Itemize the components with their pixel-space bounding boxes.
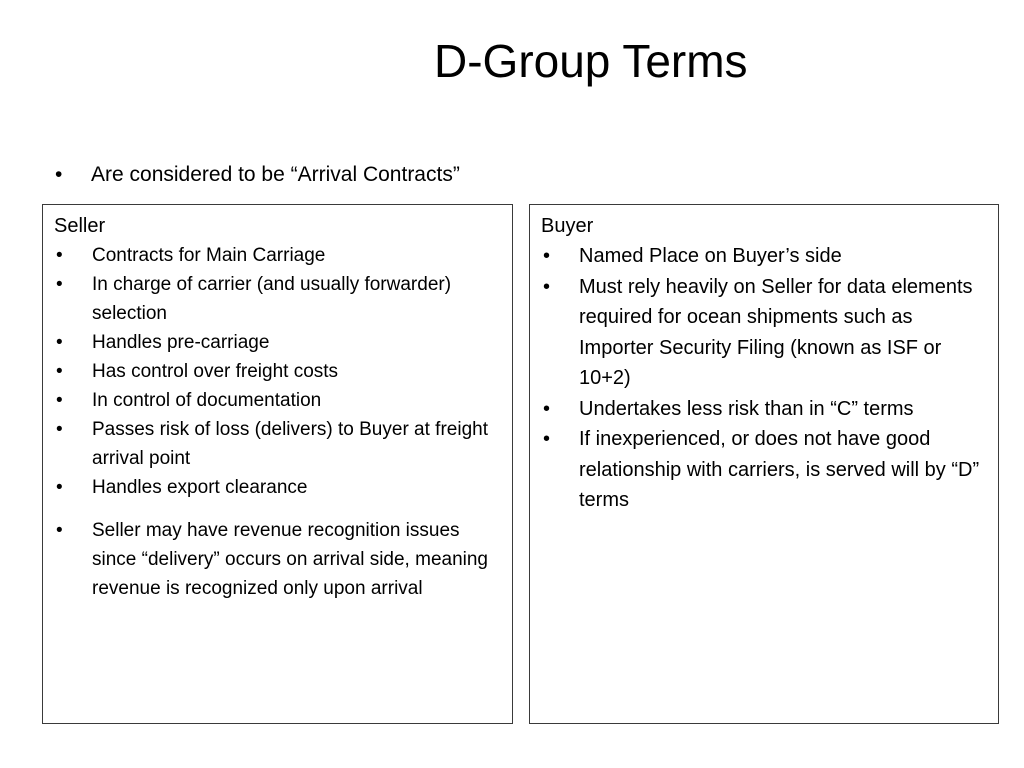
buyer-box <box>529 204 999 724</box>
bullet-icon: • <box>55 163 63 186</box>
intro-bullet-text: Are considered to be “Arrival Contracts” <box>91 163 460 186</box>
list-item: • Handles export clearance <box>54 473 502 502</box>
slide-title: D-Group Terms <box>434 35 748 87</box>
list-item: • Undertakes less risk than in “C” terms <box>541 394 988 425</box>
slide-title-area <box>0 30 1024 94</box>
seller-heading: Seller <box>54 215 106 237</box>
bullet-icon: • <box>56 520 63 541</box>
bullet-icon: • <box>56 477 63 498</box>
list-item: • If inexperienced, or does not have good relationship with carriers, is served will by “D” terms <box>541 424 988 516</box>
seller-list <box>54 241 502 603</box>
list-item: • In control of documentation <box>54 386 502 415</box>
seller-box <box>42 204 513 724</box>
bullet-icon: • <box>56 419 63 440</box>
bullet-icon: • <box>543 275 551 298</box>
buyer-list <box>541 241 988 516</box>
list-item: • Contracts for Main Carriage <box>54 241 502 270</box>
bullet-icon: • <box>543 428 551 450</box>
list-item: • Passes risk of loss (delivers) to Buyer at freight arrival point <box>54 415 502 473</box>
list-item: • In charge of carrier (and usually forwarder) selection <box>54 270 502 328</box>
bullet-icon: • <box>56 245 63 266</box>
list-item: • Handles pre-carriage <box>54 328 502 357</box>
bullet-icon: • <box>56 390 63 411</box>
bullet-icon: • <box>56 332 63 353</box>
list-item: • Seller may have revenue recognition issues since “delivery” occurs on arrival side, meaning revenue is recognized only upon arrival <box>54 516 502 603</box>
buyer-heading: Buyer <box>541 215 594 237</box>
bullet-icon: • <box>56 361 63 382</box>
bullet-icon: • <box>543 397 551 420</box>
bullet-icon: • <box>56 274 63 295</box>
bullet-icon: • <box>543 245 551 267</box>
list-item: • Has control over freight costs <box>54 357 502 386</box>
list-item: • Named Place on Buyer’s side <box>541 241 988 272</box>
intro-bullet <box>55 160 460 190</box>
list-item: • Must rely heavily on Seller for data elements required for ocean shipments such as Importer Security Filing (known as ISF or 10+2) <box>541 272 988 394</box>
